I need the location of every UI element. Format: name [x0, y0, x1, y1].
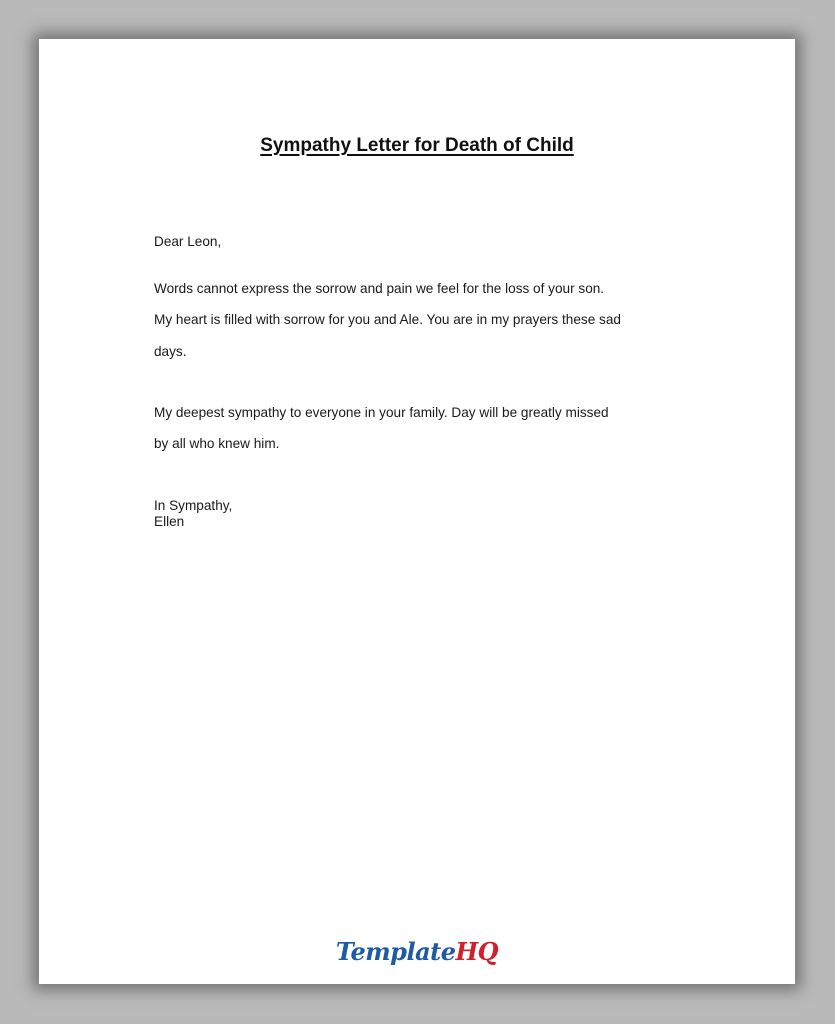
logo-hq-text: HQ [455, 937, 499, 966]
logo-template-text: Template [335, 937, 456, 966]
paragraph1-line2: My heart is filled with sorrow for you and Ale. You are in my prayers these sad [154, 312, 621, 327]
document-page [39, 39, 795, 984]
paragraph1-line3: days. [154, 344, 187, 359]
letter-title: Sympathy Letter for Death of Child [260, 135, 574, 156]
closing: In Sympathy, [154, 498, 233, 513]
paragraph1-line1: Words cannot express the sorrow and pain we feel for the loss of your son. [154, 281, 605, 296]
paragraph2-line2: by all who knew him. [154, 436, 280, 451]
paragraph2-line1: My deepest sympathy to everyone in your family. Day will be greatly missed [154, 405, 609, 420]
templatehq-logo [39, 937, 795, 966]
signature: Ellen [154, 514, 185, 529]
salutation: Dear Leon, [154, 234, 222, 249]
